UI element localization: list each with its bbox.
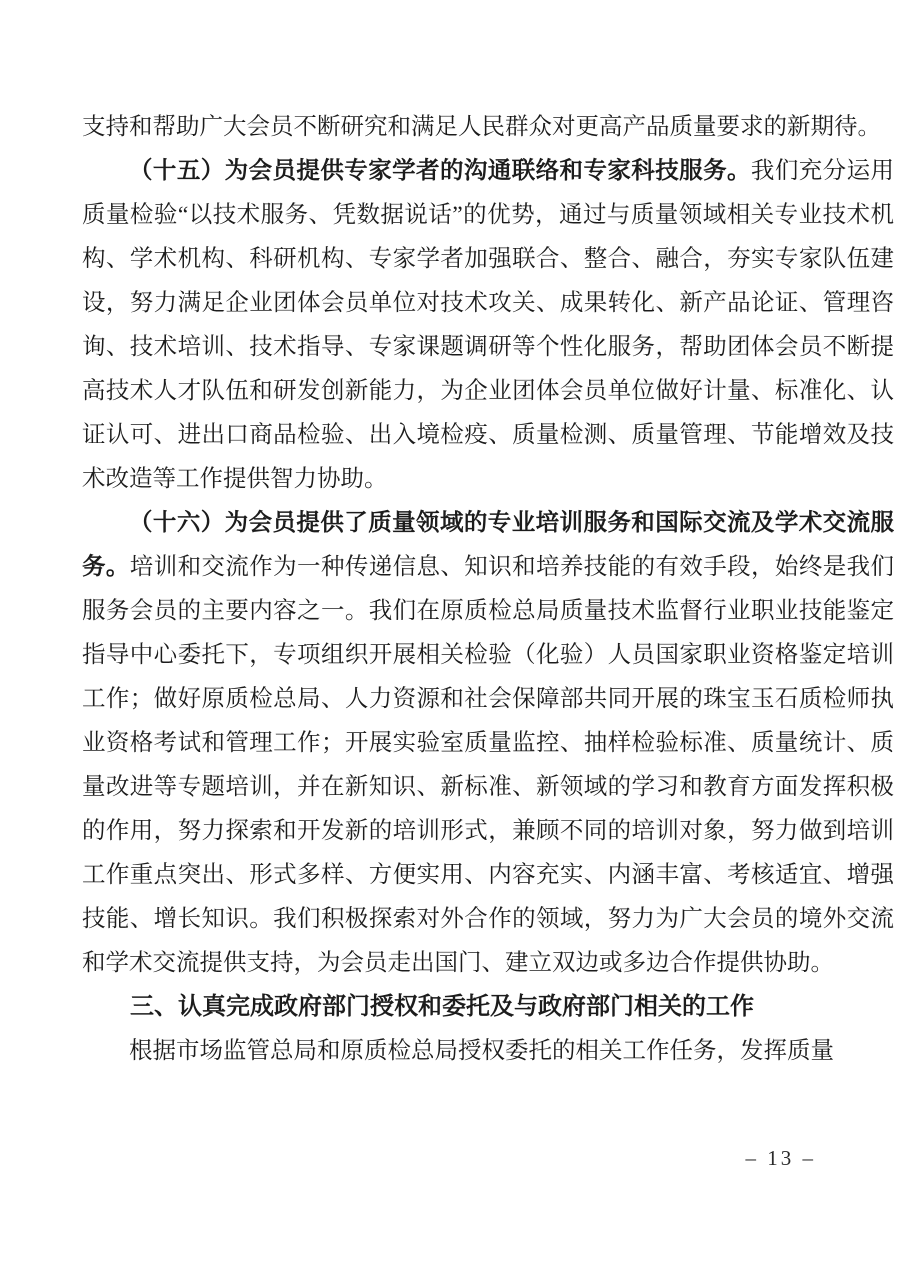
- paragraph-body-text: 我们充分运用质量检验“以技术服务、凭数据说话”的优势，通过与质量领域相关专业技术机构、学术机构、科研机构、专家学者加强联合、整合、融合，夯实专家队伍建设，努力满足企业团体会员单位对技术攻关、成果转化、新产品论证、管理咨询、技术培训、技术指导、专家课题调研等个性化服务，帮助团体会员不断提高技术人才队伍和研发创新能力，为企业团体会员单位做好计量、标准化、认证认可、进出口商品检验、出入境检疫、质量检测、质量管理、节能增效及技术改造等工作提供智力协助。: [82, 158, 895, 492]
- paragraph-body-text: 根据市场监管总局和原质检总局授权委托的相关工作任务，发挥质量: [129, 1038, 834, 1064]
- paragraph-item-16: [82, 501, 894, 985]
- paragraph-item-15: [82, 149, 894, 501]
- paragraph-lead-bold-text: （十六）为会员提供了质量领域的专业培训服务和国际交流及学术交流服务。: [82, 510, 894, 580]
- paragraph-body-text: 支持和帮助广大会员不断研究和满足人民群众对更高产品质量要求的新期待。: [82, 114, 881, 140]
- paragraph-continuation: [82, 105, 894, 149]
- page-number: – 13 –: [745, 1146, 816, 1170]
- paragraph-lead-bold-text: （十五）为会员提供专家学者的沟通联络和专家科技服务。: [129, 158, 751, 184]
- paragraph-section3-intro: [82, 1029, 894, 1073]
- paragraph-lead-bold-text: 三、认真完成政府部门授权和委托及与政府部门相关的工作: [130, 993, 754, 1020]
- document-body: [82, 105, 894, 1073]
- paragraph-body-text: 培训和交流作为一种传递信息、知识和培养技能的有效手段，始终是我们服务会员的主要内容之一。我们在原质检总局质量技术监督行业职业技能鉴定指导中心委托下，专项组织开展相关检验（化验）人员国家职业资格鉴定培训工作；做好原质检总局、人力资源和社会保障部共同开展的珠宝玉石质检师执业资格考试和管理工作；开展实验室质量监控、抽样检验标准、质量统计、质量改进等专题培训，并在新知识、新标准、新领域的学习和教育方面发挥积极的作用，努力探索和开发新的培训形式，兼顾不同的培训对象，努力做到培训工作重点突出、形式多样、方便实用、内容充实、内涵丰富、考核适宜、增强技能、增长知识。我们积极探索对外合作的领域，努力为广大会员的境外交流和学术交流提供支持，为会员走出国门、建立双边或多边合作提供协助。: [82, 554, 895, 976]
- section-heading-3: [82, 985, 894, 1029]
